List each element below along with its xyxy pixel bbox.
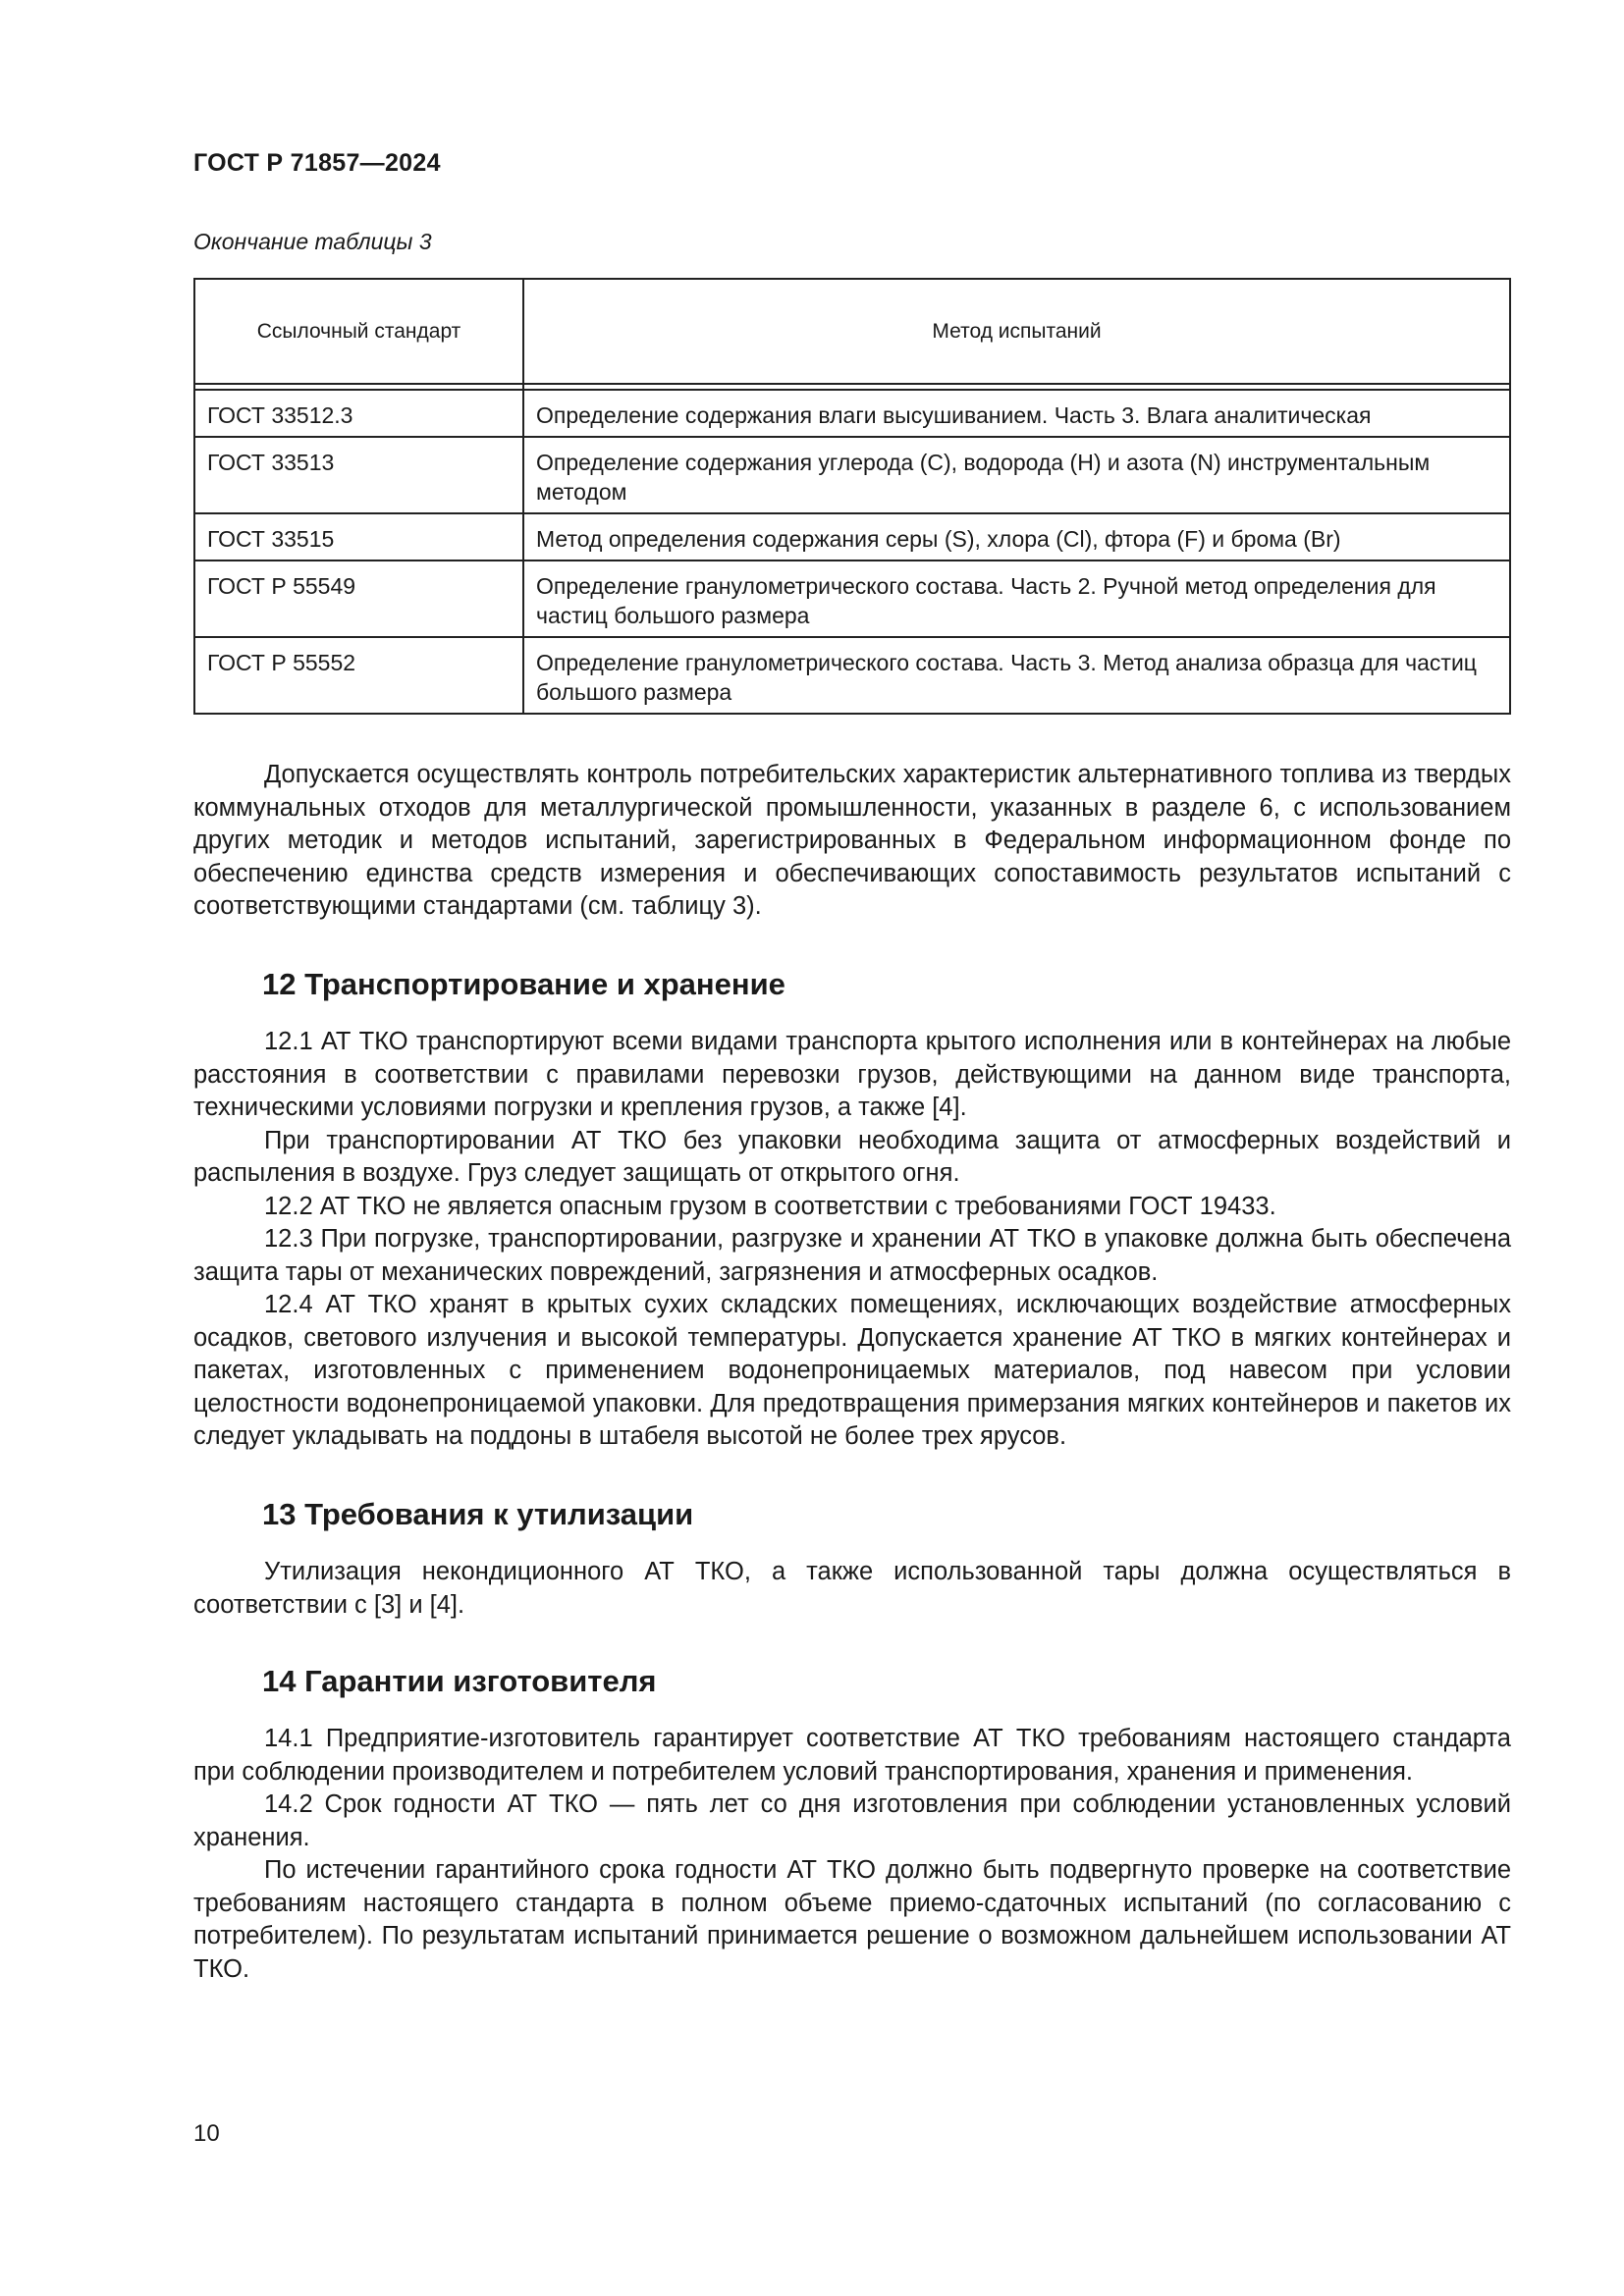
section-13-title: 13 Требования к утилизации <box>262 1497 694 1531</box>
paragraph: 14.2 Срок годности АТ ТКО — пять лет со дня изготовления при соблюдении установленных условий хранения. <box>193 1790 1511 1851</box>
paragraph: Утилизация некондиционного АТ ТКО, а также использованной тары должна осуществляться в соответствии с [3] и [4]. <box>193 1558 1511 1619</box>
table-row <box>194 513 1510 561</box>
paragraph: По истечении гарантийного срока годности АТ ТКО должно быть подвергнуто проверке на соответствие требованиям настоящего стандарта в полном объеме приемо-сдаточных испытаний (по согласованию с потребителем). По результатам испытаний принимается решение о возможном дальнейшем использовании АТ ТКО. <box>193 1856 1511 1983</box>
paragraph: 14.1 Предприятие-изготовитель гарантирует соответствие АТ ТКО требованиям настоящего стандарта при соблюдении производителем и потребителем условий транспортирования, хранения и применения. <box>193 1725 1511 1786</box>
section-14-title: 14 Гарантии изготовителя <box>262 1664 657 1698</box>
paragraph: 12.3 При погрузке, транспортировании, разгрузке и хранении АТ ТКО в упаковке должна быть обеспечена защита тары от механических повреждений, загрязнения и атмосферных осадков. <box>193 1225 1511 1286</box>
paragraph: 12.2 АТ ТКО не является опасным грузом в соответствии с требованиями ГОСТ 19433. <box>264 1192 1276 1220</box>
method-cell: Определение содержания влаги высушиванием. Часть 3. Влага аналитическая <box>523 390 1510 437</box>
section-12-body <box>193 1026 1511 1454</box>
standard-cell: ГОСТ 33513 <box>194 437 523 513</box>
table-row <box>194 390 1510 437</box>
page-number: 10 <box>193 2120 220 2147</box>
table-row <box>194 437 1510 513</box>
paragraph: 12.4 АТ ТКО хранят в крытых сухих складских помещениях, исключающих воздействие атмосферных осадков, светового излучения и высокой температуры. Допускается хранение АТ ТКО в мягких контейнерах и пакетах, изготовленных с применением водонепроницаемых материалов, под навесом при условии целостности водонепроницаемой упаковки. Для предотвращения примерзания мягких контейнеров и пакетов их следует укладывать на поддоны в штабеля высотой не более трех ярусов. <box>193 1291 1511 1450</box>
standard-cell: ГОСТ 33515 <box>194 513 523 561</box>
column-header-standard: Ссылочный стандарт <box>194 279 523 384</box>
paragraph: 12.1 АТ ТКО транспортируют всеми видами транспорта крытого исполнения или в контейнерах на любые расстояния в соответствии с правилами перевозки грузов, действующими на данном виде транспорта, техническими условиями погрузки и крепления грузов, а также [4]. <box>193 1028 1511 1121</box>
table-header-row <box>194 279 1510 384</box>
table-caption: Окончание таблицы 3 <box>193 229 432 254</box>
method-cell: Определение гранулометрического состава. Часть 3. Метод анализа образца для частиц большого размера <box>523 637 1510 714</box>
reference-standards-table <box>193 278 1511 715</box>
intro-text-block <box>193 759 1511 924</box>
method-cell: Определение гранулометрического состава. Часть 2. Ручной метод определения для частиц большого размера <box>523 561 1510 637</box>
method-cell: Метод определения содержания серы (S), хлора (Cl), фтора (F) и брома (Br) <box>523 513 1510 561</box>
standard-cell: ГОСТ Р 55552 <box>194 637 523 714</box>
table-row <box>194 561 1510 637</box>
column-header-method: Метод испытаний <box>523 279 1510 384</box>
method-cell: Определение содержания углерода (C), водорода (H) и азота (N) инструментальным методом <box>523 437 1510 513</box>
section-13-body <box>193 1556 1511 1622</box>
table-row <box>194 637 1510 714</box>
standard-cell: ГОСТ 33512.3 <box>194 390 523 437</box>
document-code: ГОСТ Р 71857—2024 <box>193 149 441 177</box>
intro-paragraph: Допускается осуществлять контроль потребительских характеристик альтернативного топлива из твердых коммунальных отходов для металлургической промышленности, указанных в разделе 6, с использованием других методик и методов испытаний, зарегистрированных в Федеральном информационном фонде по обеспечению единства средств измерения и обеспечивающих сопоставимость результатов испытаний с соответствующими стандартами (см. таблицу 3). <box>193 761 1511 920</box>
paragraph: При транспортировании АТ ТКО без упаковки необходима защита от атмосферных воздействий и распыления в воздухе. Груз следует защищать от открытого огня. <box>193 1126 1511 1187</box>
section-14-body <box>193 1723 1511 1986</box>
section-12-title: 12 Транспортирование и хранение <box>262 967 785 1001</box>
standard-cell: ГОСТ Р 55549 <box>194 561 523 637</box>
